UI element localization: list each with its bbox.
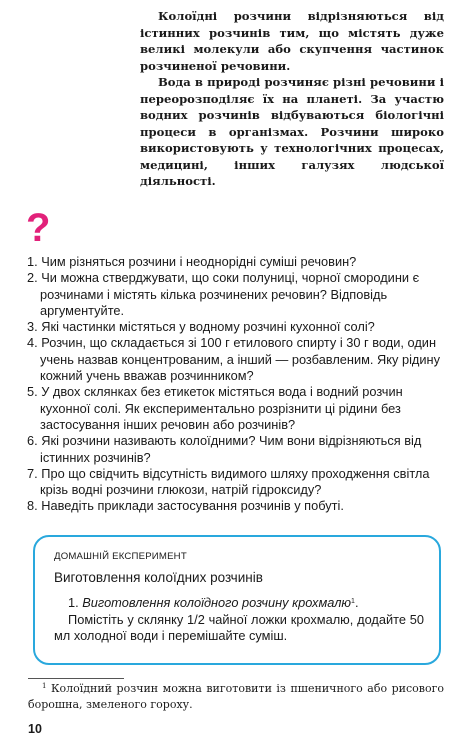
experiment-instruction: Помістіть у склянку 1/2 чайної ложки крохмалю, додайте 50 мл холодної води і перемішайте суміш. bbox=[54, 611, 424, 643]
question-text: Чи можна стверджувати, що соки полуниці, чорної смородини є розчинами і містять кілька розчинених речовин? Відповідь аргументуйте. bbox=[40, 270, 420, 318]
experiment-title: Виготовлення колоїдних розчинів bbox=[54, 570, 263, 585]
question-text: Наведіть приклади застосування розчинів у побуті. bbox=[41, 498, 344, 514]
experiment-tag: ДОМАШНІЙ ЕКСПЕРИМЕНТ bbox=[54, 551, 187, 562]
footnote-text: Колоїдний розчин можна виготовити із пшеничного або рисового борошна, змеленого гороху. bbox=[28, 682, 444, 711]
question-item bbox=[27, 335, 449, 384]
question-text: Які частинки містяться у водному розчині кухонної солі? bbox=[41, 319, 375, 335]
question-item bbox=[27, 433, 449, 466]
question-text: У двох склянках без етикеток містяться вода і водний розчин кухонної солі. Як експериментально розрізнити ці рідини без застосування інших речовин або розчинів? bbox=[40, 384, 403, 432]
summary-paragraph-1: Колоїдні розчини відрізняються від істинних розчинів тим, що містять дуже великі молекули або скупчення частинок розчиненої речовини. bbox=[140, 9, 444, 73]
footnote-mark: 1 bbox=[42, 682, 47, 690]
question-item bbox=[27, 498, 449, 514]
question-number: 4. bbox=[27, 335, 38, 351]
question-number: 2. bbox=[27, 270, 38, 286]
question-mark-icon: ? bbox=[26, 206, 51, 250]
footnote-reference: 1 bbox=[351, 598, 355, 605]
summary-text bbox=[140, 8, 444, 190]
footnote-divider bbox=[28, 678, 124, 679]
question-item bbox=[27, 270, 449, 319]
question-item bbox=[27, 466, 449, 499]
question-item bbox=[27, 384, 449, 433]
page-number: 10 bbox=[28, 722, 42, 736]
question-item bbox=[27, 319, 449, 335]
question-number: 1. bbox=[27, 254, 38, 269]
question-text: Які розчини називають колоїдними? Чим вони відрізняються від істинних розчинів? bbox=[40, 433, 422, 465]
question-number: 3. bbox=[27, 319, 38, 335]
footnote bbox=[28, 681, 444, 713]
question-number: 6. bbox=[27, 433, 38, 449]
questions-list bbox=[27, 254, 449, 515]
experiment-step bbox=[54, 595, 424, 645]
step-title: Виготовлення колоїдного розчину крохмалю bbox=[82, 595, 352, 610]
experiment-step-heading: 1. Виготовлення колоїдного розчину крохмалю$^1$. bbox=[68, 595, 359, 610]
home-experiment-box bbox=[33, 535, 441, 665]
step-number: 1. bbox=[68, 595, 79, 610]
question-number: 8. bbox=[27, 498, 38, 514]
question-text: Розчин, що складається зі 100 г етилового спирту і 30 г води, один учень назвав концентрованим, а інший — розбавленим. Яку рідину кожний учень вважав розчинником? bbox=[40, 335, 441, 384]
question-number: 7. bbox=[27, 465, 38, 481]
question-text: Про що свідчить відсутність видимого шляху проходження світла крізь водні розчини глюкози, натрій гідроксиду? bbox=[40, 465, 430, 498]
summary-paragraph-2: Вода в природі розчиняє різні речовини і переорозподіляє їх на планеті. За участю водних розчинів відбуваються біологічні процеси в організмах. Розчини широко використовують у технологічних процесах, медицині, інших галузях людської діяльності. bbox=[140, 75, 444, 188]
question-item bbox=[27, 254, 449, 270]
question-number: 5. bbox=[27, 384, 38, 400]
question-text: Чим різняться розчини і неоднорідні суміші речовин? bbox=[41, 254, 357, 269]
